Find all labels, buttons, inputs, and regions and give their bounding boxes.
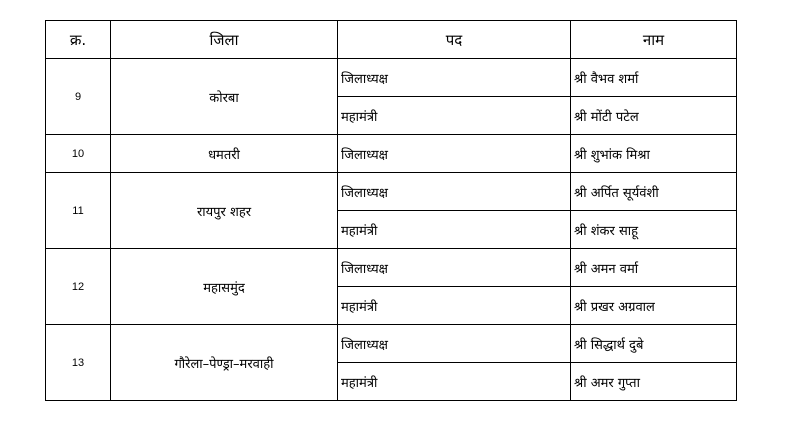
table-body [46, 59, 737, 401]
name-cell: श्री शंकर साहू [571, 211, 737, 249]
header-row [46, 21, 737, 59]
serial-cell: 10 [46, 135, 111, 173]
header-name: नाम [571, 21, 737, 59]
serial-cell: 9 [46, 59, 111, 135]
table-row [46, 249, 737, 287]
serial-cell: 13 [46, 325, 111, 401]
header-post: पद [338, 21, 571, 59]
post-cell: जिलाध्यक्ष [338, 135, 571, 173]
name-cell: श्री अर्पित सूर्यवंशी [571, 173, 737, 211]
post-cell: जिलाध्यक्ष [338, 173, 571, 211]
post-cell: महामंत्री [338, 287, 571, 325]
district-cell: गौरेला–पेण्ड्रा–मरवाही [111, 325, 338, 401]
table-row [46, 135, 737, 173]
table-header [46, 21, 737, 59]
name-cell: श्री वैभव शर्मा [571, 59, 737, 97]
table-row [46, 325, 737, 363]
header-serial: क्र. [46, 21, 111, 59]
district-cell: धमतरी [111, 135, 338, 173]
name-cell: श्री मोंटी पटेल [571, 97, 737, 135]
name-cell: श्री शुभांक मिश्रा [571, 135, 737, 173]
post-cell: जिलाध्यक्ष [338, 59, 571, 97]
district-cell: रायपुर शहर [111, 173, 338, 249]
name-cell: श्री अमन वर्मा [571, 249, 737, 287]
post-cell: महामंत्री [338, 363, 571, 401]
name-cell: श्री प्रखर अग्रवाल [571, 287, 737, 325]
office-bearers-table [45, 20, 737, 401]
name-cell: श्री सिद्धार्थ दुबे [571, 325, 737, 363]
serial-cell: 12 [46, 249, 111, 325]
header-district: जिला [111, 21, 338, 59]
table-row [46, 173, 737, 211]
post-cell: महामंत्री [338, 97, 571, 135]
district-cell: महासमुंद [111, 249, 338, 325]
post-cell: जिलाध्यक्ष [338, 249, 571, 287]
name-cell: श्री अमर गुप्ता [571, 363, 737, 401]
post-cell: जिलाध्यक्ष [338, 325, 571, 363]
table-row [46, 59, 737, 97]
serial-cell: 11 [46, 173, 111, 249]
district-cell: कोरबा [111, 59, 338, 135]
post-cell: महामंत्री [338, 211, 571, 249]
